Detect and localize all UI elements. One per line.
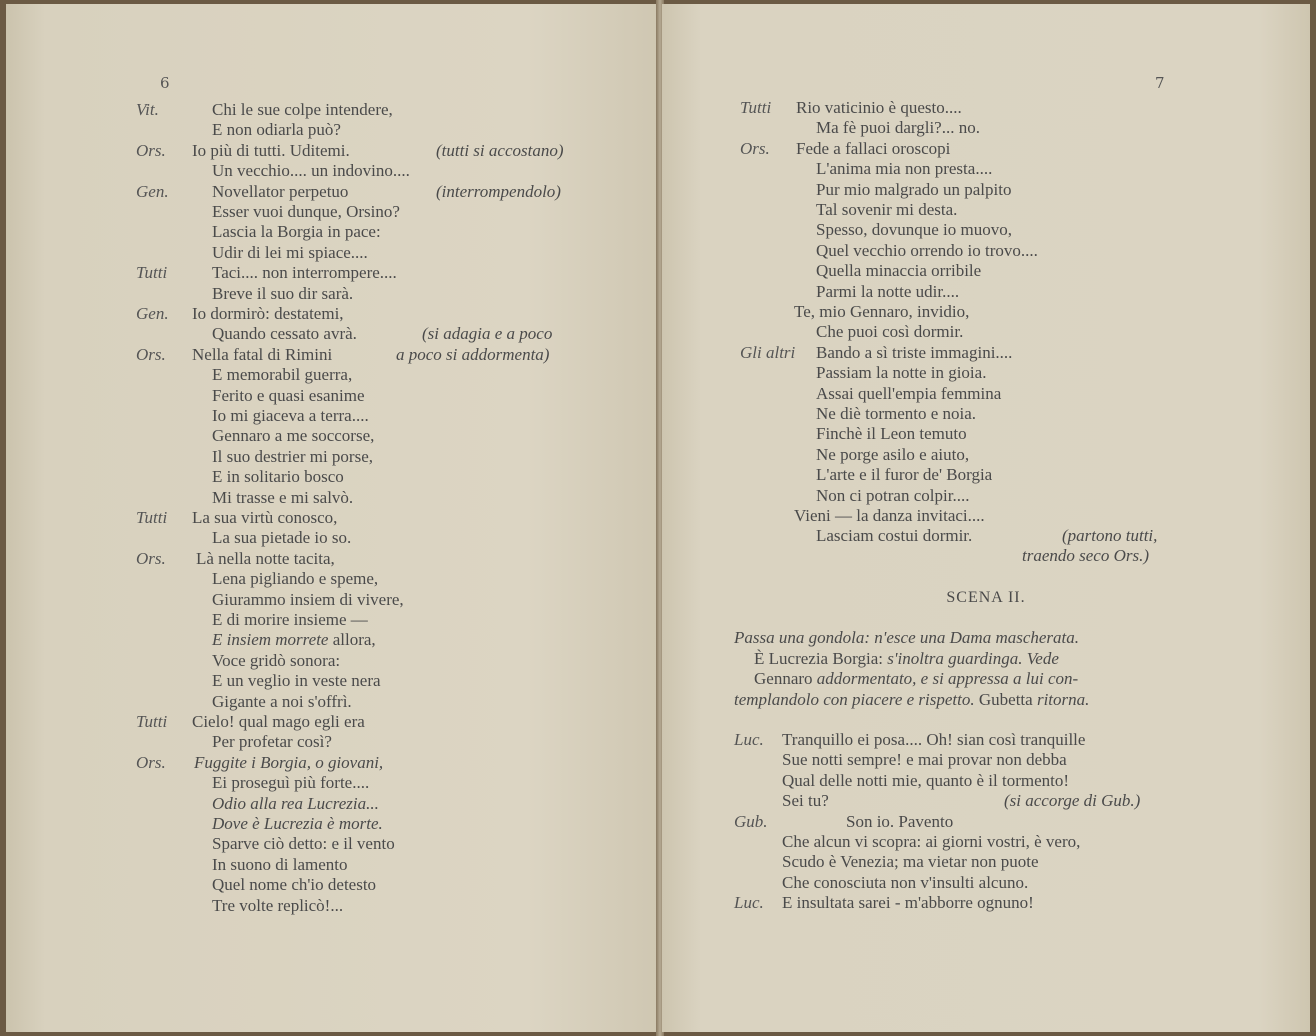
verse-line [212,182,348,203]
verse-line: Tranquillo ei posa.... Oh! sian così tranquille [782,730,1086,749]
stage-direction-line [754,649,1059,670]
verse-text: Sparve ciò detto: e il vento [212,834,395,854]
speaker-label: Tutti [740,98,772,117]
stage-text-a: Passa una gondola: n'esce una Dama mascherata. [734,628,1080,647]
stage-direction-line [734,690,1089,711]
verse-text: Quel nome ch'io detesto [212,875,377,895]
stage-text-b: Lucrezia Borgia: [768,648,884,668]
verse-line [212,732,332,753]
verse-line: Pur mio malgrado un palpito [816,179,1012,199]
verse-line: Quel vecchio orrendo io trovo.... [816,240,1038,260]
stage-direction-end: traendo seco Ors.) [1022,546,1150,565]
verse-text: E di morire insieme — [212,610,368,629]
verse-text: Gennaro a me soccorse, [212,426,375,446]
scene-heading: SCENA II. [946,589,1026,606]
verse-text: Lascia la Borgia in pace: [212,222,381,242]
verse-line [212,263,397,284]
verse-text: Cielo! qual mago egli era [192,712,365,731]
verse-text: E memorabil guerra, [212,365,353,385]
verse-line: Finchè il Leon temuto [816,424,967,444]
verse-line [212,630,376,651]
verse-line: Son io. Pavento [846,811,954,831]
verse-line: Vieni — la danza invitaci.... [794,506,985,525]
verse-line [212,875,376,896]
verse-line: Assai quell'empia femmina [816,383,1002,403]
verse-line [212,120,341,141]
verse-line: E insultata sarei - m'abborre ognuno! [782,893,1034,913]
verse-line [212,324,357,345]
verse-line: Ma fè puoi dargli?... no. [816,118,980,138]
verse-text: E non odiarla può? [212,120,341,140]
verse-line [212,406,369,427]
verse-line: Passiam la notte in gioia. [816,363,987,383]
verse-line [212,569,378,590]
verse-italic: Odio alla rea Lucrezia... [212,793,379,813]
verse-text: Io più di tutti. Uditemi. [192,140,350,160]
verse-line: Che alcun vi scopra: ai giorni vostri, è vero, [782,832,1081,851]
verse-line [212,671,381,692]
verse-text: Esser vuoi dunque, Orsino? [212,202,400,221]
verse-text: Io dormirò: destatemi, [192,304,344,323]
right-page [662,4,1310,1032]
verse-line [212,814,383,835]
verse-italic: Dove è Lucrezia è morte. [212,814,383,833]
stage-direction: (partono tutti, [1062,526,1158,546]
verse-text: Udir di lei mi spiace.... [212,242,368,262]
verse-line: Lasciam costui dormir. [816,526,973,546]
verse-line: Tal sovenir mi desta. [816,200,958,219]
verse-text: Nella fatal di Rimini [192,344,333,364]
verse-line [212,855,348,876]
stage-text-b: Gennaro [754,669,813,689]
verse-line [194,753,383,774]
stage-direction: (tutti si accostano) [436,140,564,160]
stage-text-a: templandolo con piacere e rispetto. [734,689,975,709]
verse-text: La sua pietade io so. [212,528,352,548]
verse-line: Rio vaticinio è questo.... [796,98,962,117]
verse-text: Novellator perpetuo [212,181,349,201]
speaker-label: Luc. [734,893,764,913]
verse-line [192,304,344,325]
verse-line: Sue notti sempre! e mai provar non debba [782,750,1067,770]
verse-line: L'anima mia non presta.... [816,159,993,179]
stage-direction: (si adagia e a poco [422,324,553,344]
verse-line [212,284,353,305]
speaker-label: Gli altri [740,342,796,362]
verse-text: E in solitario bosco [212,467,344,487]
verse-text: Taci.... non interrompere.... [212,263,397,283]
verse-text: Quando cessato avrà. [212,324,357,344]
verse-line: Fede a fallaci oroscopi [796,138,951,158]
verse-line: Che puoi così dormir. [816,322,964,342]
verse-line: Te, mio Gennaro, invidio, [794,302,970,321]
verse-line: Ne porge asilo e aiuto, [816,444,970,464]
stage-text-c: s'inoltra guardinga. Vede [887,648,1059,668]
verse-text: Per profetar così? [212,732,332,752]
verse-line [212,488,353,509]
verse-text: Voce gridò sonora: [212,650,341,670]
speaker-label: Gen. [136,304,169,323]
speaker-label: Tutti [136,712,168,731]
verse-line [212,773,369,794]
verse-text: Il suo destrier mi porse, [212,446,373,466]
verse-line: Ne diè tormento e noia. [816,404,977,423]
verse-text: In suono di lamento [212,854,348,874]
verse-line [212,590,404,611]
speaker-label: Tutti [136,263,168,283]
speaker-label: Ors. [136,140,166,160]
verse-line: Bando a sì triste immagini.... [816,342,1013,362]
speaker-label: Ors. [136,752,166,772]
verse-line [212,794,379,815]
stage-text-c: ritorna. [1036,689,1090,709]
verse-line [212,896,343,917]
verse-line [192,508,337,529]
verse-line [212,528,351,549]
verse-text: Ei proseguì più forte.... [212,773,370,793]
page-number-right: 7 [1155,74,1165,92]
stage-direction: (interrompendolo) [436,181,561,201]
verse-text: E un veglio in veste nera [212,671,381,691]
verse-italic: Fuggite i Borgia, o giovani, [194,752,384,772]
verse-line [212,243,368,264]
verse-line [212,610,368,631]
verse-line [192,712,365,733]
verse-line [212,100,393,121]
verse-text: Gigante a noi s'offrì. [212,691,352,711]
stage-direction: (si accorge di Gub.) [1004,791,1141,811]
verse-line [212,202,400,223]
verse-line [192,141,350,162]
verse-line [212,222,381,243]
verse-text: La sua virtù conosco, [192,508,338,527]
speaker-label: Ors. [136,548,166,568]
stage-direction-line [754,669,1078,690]
verse-line [212,447,373,468]
verse-line [212,161,410,182]
speaker-label: Luc. [734,730,764,749]
verse-line: Sei tu? [782,791,829,811]
verse-line [192,345,332,366]
verse-line: Non ci potran colpir.... [816,485,970,505]
speaker-label: Vit. [136,100,159,119]
verse-line: Quella minaccia orribile [816,261,982,281]
verse-text: Là nella notte tacita, [196,548,335,568]
verse-line [212,834,395,855]
speaker-label: Ors. [136,344,166,364]
verse-line [196,549,335,570]
verse-line: Scudo è Venezia; ma vietar non puote [782,852,1039,872]
stage-text-b: Gubetta [978,689,1033,709]
verse-line [212,467,344,488]
verse-line: Spesso, dovunque io muovo, [816,220,1012,240]
verse-line [212,386,365,407]
verse-line: Che conosciuta non v'insulti alcuno. [782,872,1029,892]
speaker-label: Ors. [740,138,770,158]
page-number-left: 6 [160,74,170,92]
verse-text: Mi trasse e mi salvò. [212,487,354,507]
stage-text-c: addormentato, e si appressa a lui con- [816,669,1079,689]
speaker-label: Tutti [136,508,168,527]
stage-text-a: È [754,648,765,668]
verse-text: Un vecchio.... un indovino.... [212,161,410,181]
verse-line [212,365,352,386]
verse-line: Parmi la notte udir.... [816,281,960,301]
stage-direction: a poco si addormenta) [396,344,550,364]
speaker-label: Gub. [734,811,768,831]
verse-text: Giurammo insiem di vivere, [212,589,404,609]
verse-line [212,651,340,672]
verse-italic: E insiem morrete [212,630,329,650]
verse-text: allora, [332,630,376,650]
verse-line [212,426,374,447]
verse-text: Breve il suo dir sarà. [212,283,354,303]
verse-line [212,692,352,713]
verse-text: Io mi giaceva a terra.... [212,406,369,425]
left-page [6,4,658,1032]
stage-direction-line [734,628,1079,649]
verse-line: L'arte e il furor de' Borgia [816,465,993,485]
verse-text: Ferito e quasi esanime [212,385,365,405]
verse-line: Qual delle notti mie, quanto è il tormento! [782,770,1070,790]
verse-text: Tre volte replicò!... [212,895,344,915]
verse-text: Lena pigliando e speme, [212,569,379,589]
speaker-label: Gen. [136,181,169,201]
verse-text: Chi le sue colpe intendere, [212,100,393,119]
